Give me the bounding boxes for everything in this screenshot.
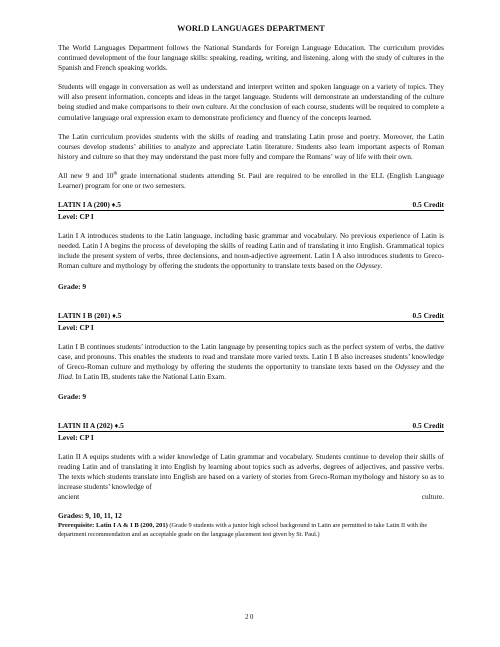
course-level: Level: CP I <box>58 212 94 222</box>
prereq-label: Prerequisite: Latin I A & I B (200, 201) <box>58 522 168 530</box>
desc-italic: Odyssey <box>356 261 381 271</box>
desc-italic: Iliad <box>58 371 72 381</box>
course-grade: Grade: 9 <box>58 391 87 401</box>
desc-last-right: culture. <box>421 492 444 502</box>
ell-text-before: All new 9 and 10 <box>58 170 114 180</box>
course-credit: 0.5 Credit <box>412 310 444 320</box>
course-description: Latin II A equips students with a wider knowledge of Latin grammar and vocabulary. Students continue to develop their skills of reading Latin and of translating it into English by learning about topics such as adverbs, degrees of adjectives, and passive verbs. The texts which students translate into English are based on a variety of stories from Greco-Roman mythology and history so as to increase students’ knowledge of <box>58 451 444 492</box>
course-name: LATIN I B (201) ♦.5 <box>58 310 122 320</box>
course-header-latin-1a <box>58 200 444 211</box>
course-credit: 0.5 Credit <box>412 200 444 210</box>
intro-paragraph-2: Students will engage in conversation as well as understand and interpret written and spoken language on a variety of topics. They will also present information, concepts and ideas in the target language. Students will demonstrate an understanding of the culture being studied and make comparisons to their own culture. At the conclusion of each course, students will be required to complete a cumulative language oral expression exam to demonstrate proficiency and fluency of the concepts learned. <box>58 82 444 122</box>
course-description <box>58 231 444 271</box>
desc-italic: Odyssey <box>395 361 420 371</box>
course-level: Level: CP I <box>58 432 94 442</box>
intro-paragraph-3: The Latin curriculum provides students with the skills of reading and translating Latin prose and poetry. Moreover, the Latin courses develop students’ abilities to analyze and appreciate Latin literature. Students also learn important aspects of Roman history and culture so that they may understand the past more fully and compare the Romans’ way of life with their own. <box>58 131 444 161</box>
intro-paragraph-1: The World Languages Department follows the National Standards for Foreign Language Education. The curriculum provides continued development of the four language skills: speaking, reading, writing, and listening, along with the study of cultures in the Spanish and French speaking worlds. <box>58 43 444 73</box>
course-prerequisite <box>58 522 444 538</box>
course-name: LATIN I A (200) ♦.5 <box>58 200 121 210</box>
ell-sup: th <box>113 171 118 177</box>
desc-text: Latin I A introduces students to the Latin language, including basic grammar and vocabulary. No previous experience of Latin is needed. Latin I A begins the process of developing the skills of reading Latin and of translating it into English. Grammatical topics include the present system of verbs, three declensions, and noun-adjective agreement. Latin I A also introduces students to Greco-Roman culture and mythology by offering the students the opportunity to translate texts based on the <box>58 231 444 271</box>
page-number: 20 <box>245 614 255 621</box>
ell-text-after: grade international students attending St. Paul are required to be enrolled in the ELL (English Language Learner) program for one or two semesters. <box>58 170 444 191</box>
course-level: Level: CP I <box>58 322 94 332</box>
course-header-latin-1b <box>58 311 444 322</box>
course-grade: Grade: 9 <box>58 281 87 291</box>
page-title: WORLD LANGUAGES DEPARTMENT <box>177 24 325 33</box>
course-credit: 0.5 Credit <box>412 420 444 430</box>
course-description <box>58 342 444 382</box>
desc-text-end: . <box>380 261 383 271</box>
course-description-last-line <box>58 492 444 502</box>
course-grades: Grades: 9, 10, 11, 12 <box>58 511 122 521</box>
ell-paragraph <box>58 171 444 191</box>
desc-text: and the <box>419 361 444 371</box>
course-header-latin-2a <box>58 421 444 432</box>
desc-text-end: . In Latin IB, students take the National Latin Exam. <box>71 371 227 381</box>
course-name: LATIN II A (202) ♦.5 <box>58 420 124 430</box>
desc-last-left: ancient <box>58 492 80 502</box>
desc-text: Latin I B continues students’ introduction to the Latin language by presenting topics such as the perfect system of verbs, the dative case, and pronouns. This enables the students to read and translate more varied texts. Latin I B also increases students’ knowledge of Greco-Roman culture and mythology by offering the students the opportunity to translate texts based on the <box>58 341 444 371</box>
prereq-text: (Grade 9 students with a junior high school background in Latin are permitted to take Latin II with the department recommendation and an acceptable grade on the language placement test given by St. Paul.) <box>58 522 428 538</box>
